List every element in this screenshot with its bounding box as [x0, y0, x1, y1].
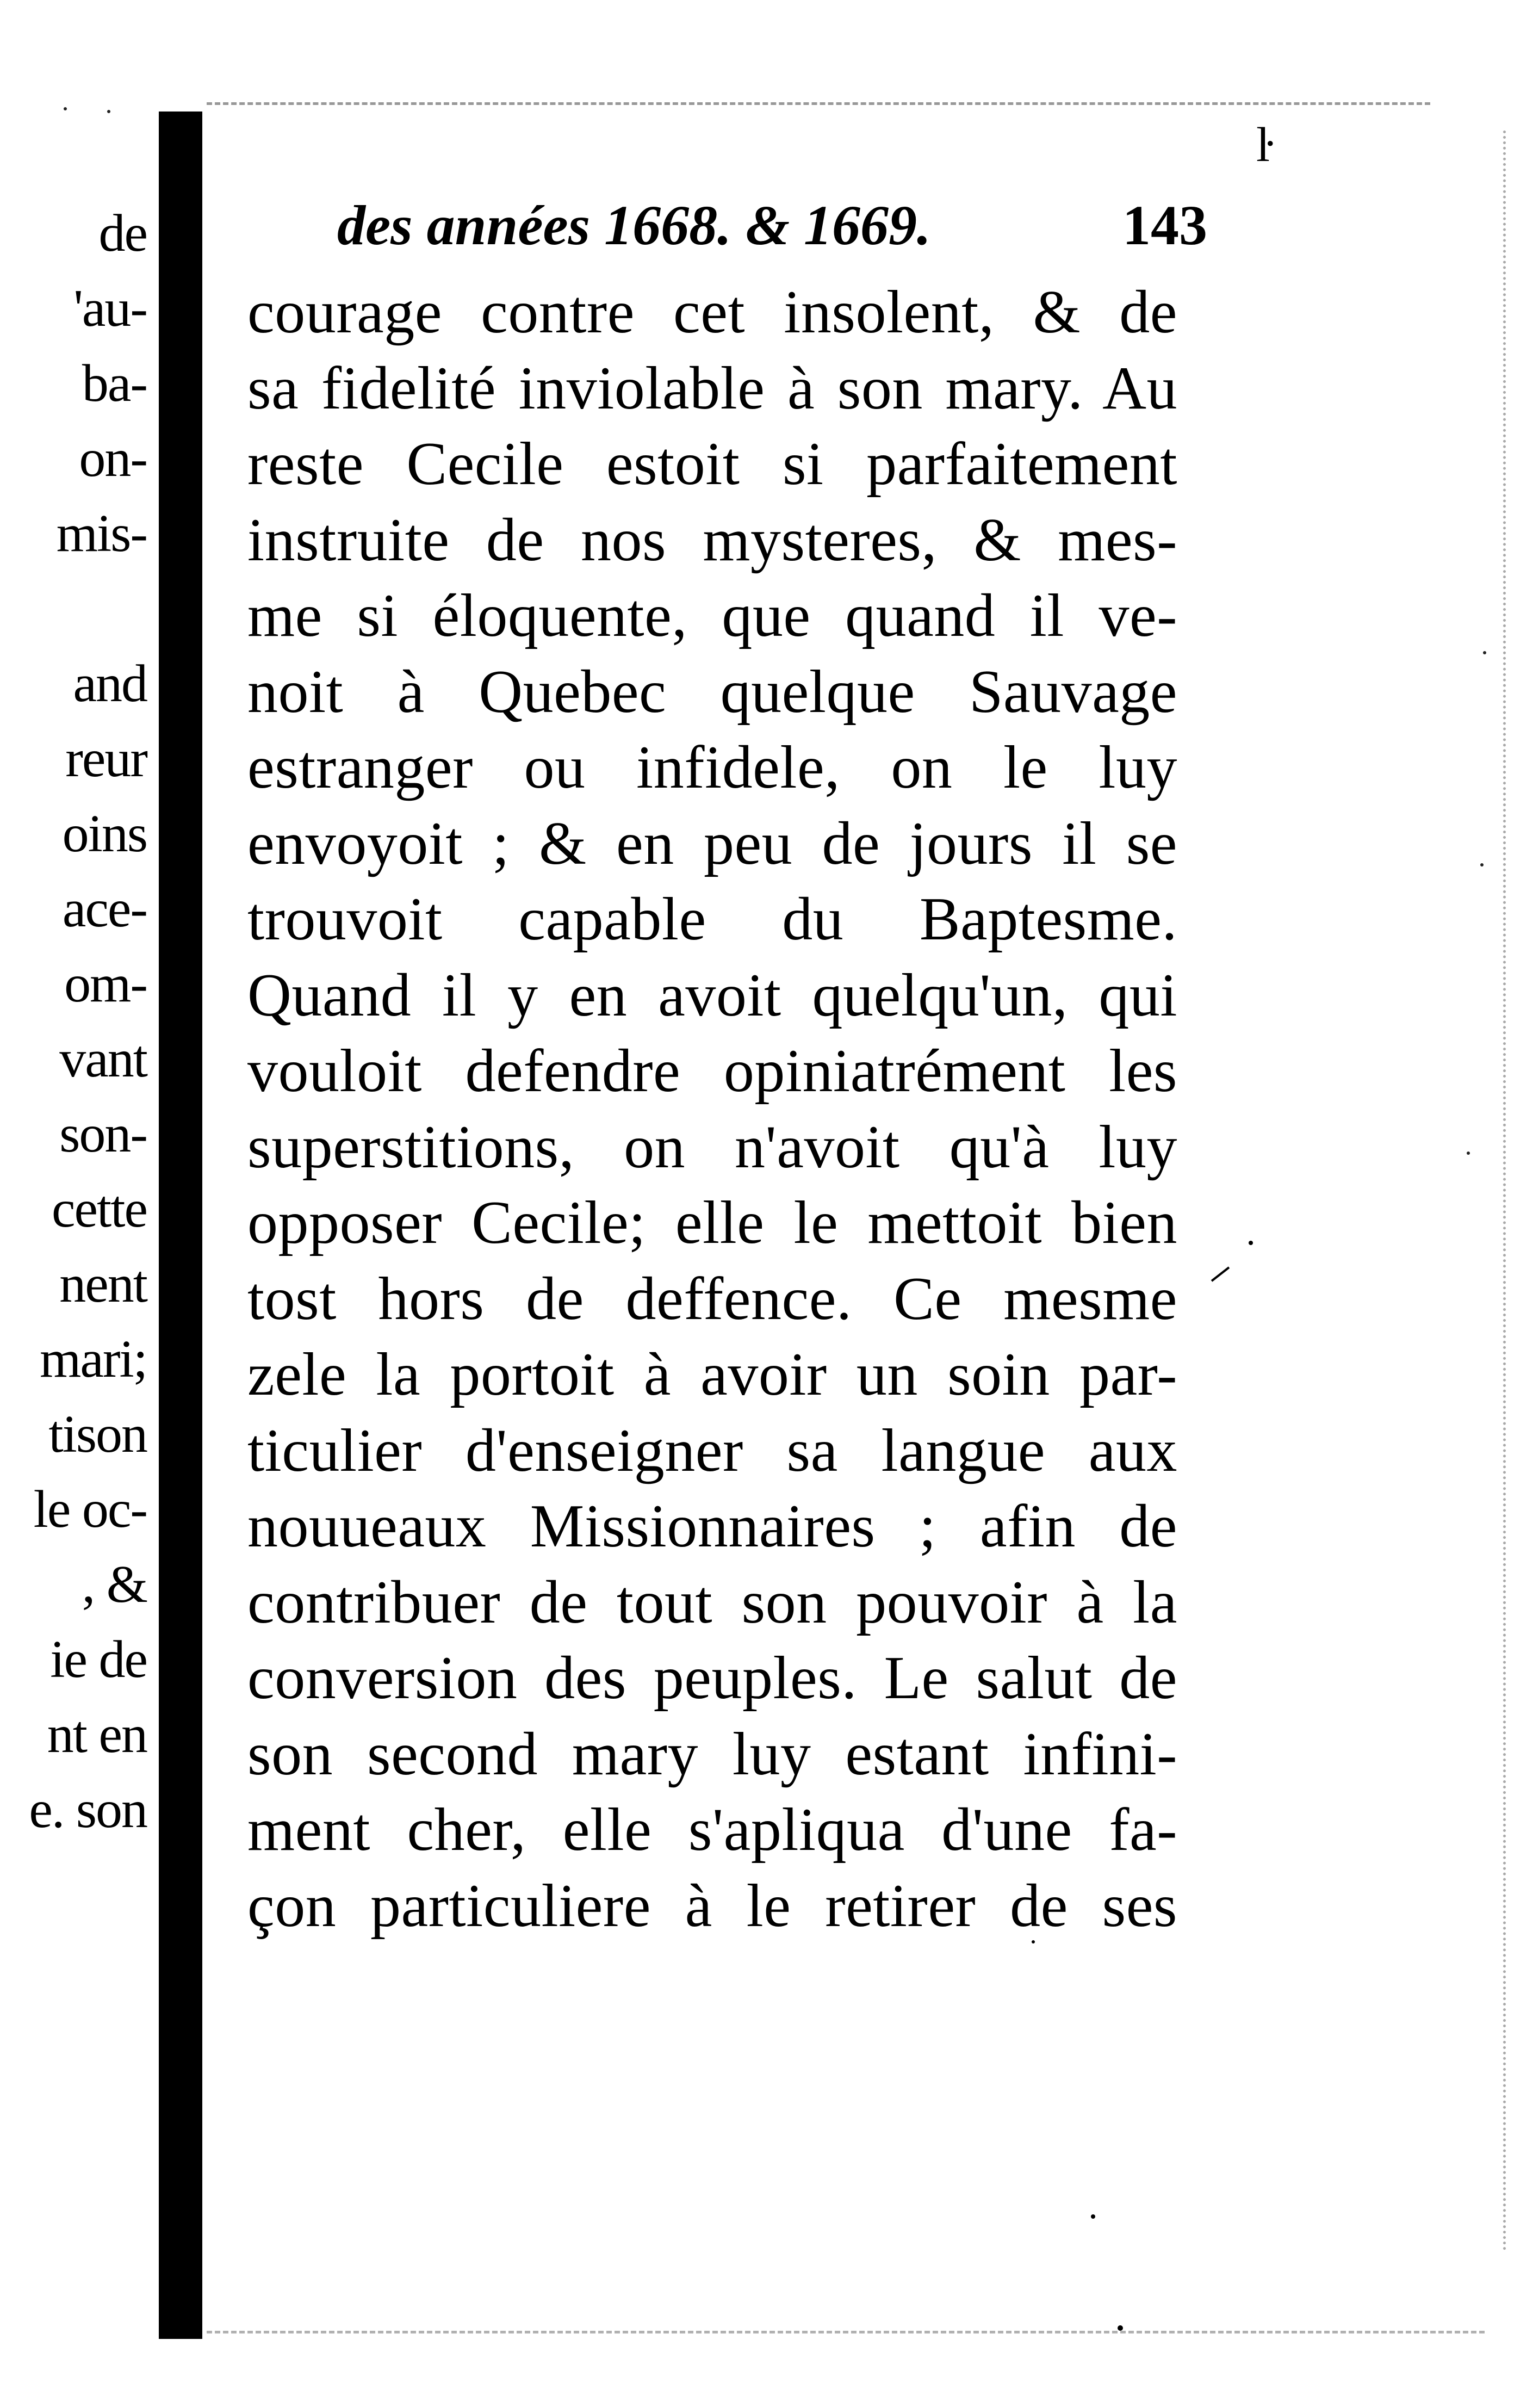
body-text-line: envoyoit ; & en peu de jours il se — [247, 809, 1177, 877]
body-text-line: ment cher, elle s'apliqua d'une fa- — [247, 1796, 1177, 1864]
left-page-fragment-line: om- — [64, 955, 147, 1013]
left-page-fragment-line: vant — [59, 1030, 147, 1088]
left-page-fragment-line: e. son — [29, 1780, 147, 1839]
left-page-fragment-line: nt en — [47, 1705, 147, 1764]
left-page-fragment-line: mari; — [40, 1330, 147, 1389]
left-page-fragment-line: de — [98, 204, 147, 263]
left-page-fragment-line: son- — [59, 1105, 147, 1163]
body-text-line: son second mary luy estant infini- — [247, 1720, 1177, 1788]
left-page-fragment-line: mis- — [56, 504, 147, 563]
left-page-fragment-line: oins — [62, 804, 147, 863]
left-page-fragment-line: nent — [59, 1255, 147, 1314]
body-text-line: tost hors de deffence. Ce mesme — [247, 1265, 1177, 1333]
body-text-line: sa fidelité inviolable à son mary. Au — [247, 354, 1177, 422]
left-page-fragment-line: reur — [65, 729, 147, 788]
running-header-title: des années 1668. & 1669. — [337, 194, 931, 257]
body-text-line: instruite de nos mysteres, & mes- — [247, 506, 1177, 574]
body-text-line: ticulier d'enseigner sa langue aux — [247, 1416, 1177, 1484]
body-text-line: superstitions, on n'avoit qu'à luy — [247, 1113, 1177, 1181]
body-text-line: Quand il y en avoit quelqu'un, qui — [247, 961, 1177, 1029]
body-text-line: vouloit defendre opiniatrément les — [247, 1037, 1177, 1105]
left-page-fragment-line: cette — [52, 1180, 147, 1239]
body-text-line: noit à Quebec quelque Sauvage — [247, 658, 1177, 726]
body-text-line: conversion des peuples. Le salut de — [247, 1644, 1177, 1712]
body-text-line: nouueaux Missionnaires ; afin de — [247, 1493, 1177, 1560]
corner-mark: ŀ — [1256, 118, 1273, 172]
left-page-fragment-line: le oc- — [33, 1480, 147, 1539]
body-text-line: zele la portoit à avoir un soin par- — [247, 1341, 1177, 1408]
body-text-line: me si éloquente, que quand il ve- — [247, 582, 1177, 649]
body-text-line: courage contre cet insolent, & de — [247, 278, 1177, 346]
body-text-line: contribuer de tout son pouvoir à la — [247, 1568, 1177, 1636]
page-number: 143 — [1122, 194, 1207, 257]
body-text-line: estranger ou infidele, on le luy — [247, 734, 1177, 801]
body-text-line: trouvoit capable du Baptesme. — [247, 886, 1177, 953]
left-page-fragment-line: on- — [79, 429, 147, 488]
left-page-fragment-line: 'au- — [73, 279, 147, 338]
left-page-fragment-line: tison — [48, 1405, 147, 1464]
body-text-line: çon particuliere à le retirer de ses — [247, 1872, 1177, 1940]
left-page-fragment-line: and — [73, 654, 147, 713]
left-page-fragment-line: ba- — [82, 354, 147, 413]
left-page-fragment-line: ie de — [50, 1630, 147, 1689]
left-page-fragment-line: , & — [82, 1555, 147, 1614]
body-text-line: opposer Cecile; elle le mettoit bien — [247, 1189, 1177, 1256]
left-page-fragment-line: ace- — [62, 880, 147, 938]
body-text-line: reste Cecile estoit si parfaitement — [247, 430, 1177, 498]
